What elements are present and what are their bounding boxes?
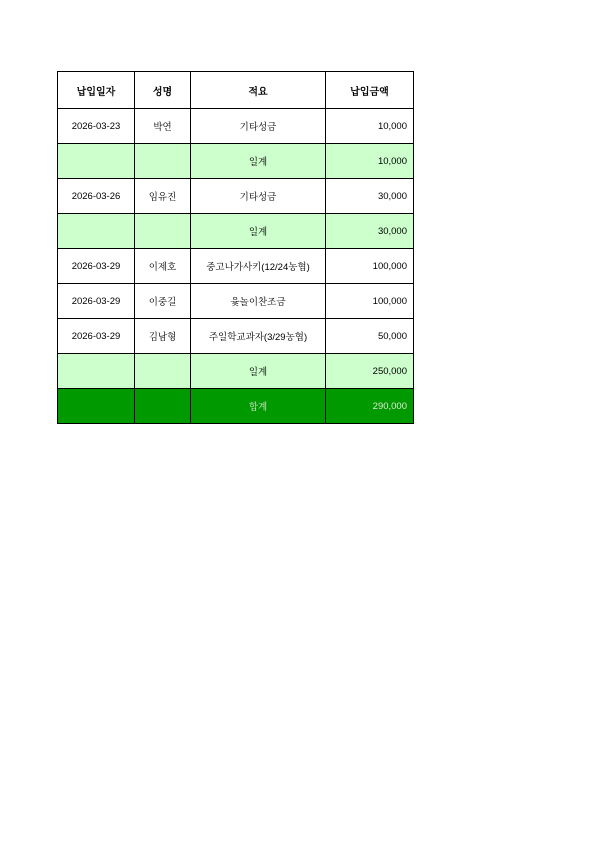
column-header-amount: 납입금액 [326, 72, 414, 109]
cell-name [135, 144, 191, 179]
table-row-subtotal [58, 354, 414, 389]
cell-desc: 윷놀이찬조금 [191, 284, 326, 319]
table-row [58, 284, 414, 319]
cell-desc: 중고나가사키(12/24농협) [191, 249, 326, 284]
cell-desc: 기타성금 [191, 109, 326, 144]
table-header [58, 72, 414, 109]
cell-desc: 일계 [191, 144, 326, 179]
cell-name: 박연 [135, 109, 191, 144]
column-header-desc: 적요 [191, 72, 326, 109]
cell-amount: 10,000 [326, 144, 414, 179]
table-row-subtotal [58, 214, 414, 249]
cell-name [135, 389, 191, 424]
cell-amount: 250,000 [326, 354, 414, 389]
cell-desc: 일계 [191, 214, 326, 249]
cell-name: 이제호 [135, 249, 191, 284]
table-row [58, 249, 414, 284]
cell-name [135, 214, 191, 249]
cell-amount: 50,000 [326, 319, 414, 354]
table-row [58, 319, 414, 354]
table-row [58, 179, 414, 214]
cell-date [58, 214, 135, 249]
cell-desc: 주일학교과자(3/29농협) [191, 319, 326, 354]
cell-name [135, 354, 191, 389]
ledger-table [57, 71, 414, 424]
cell-name: 김남형 [135, 319, 191, 354]
cell-date [58, 354, 135, 389]
cell-desc: 일계 [191, 354, 326, 389]
table-row-subtotal [58, 144, 414, 179]
cell-amount: 30,000 [326, 214, 414, 249]
column-header-name: 성명 [135, 72, 191, 109]
cell-date: 2026-03-26 [58, 179, 135, 214]
table-row [58, 109, 414, 144]
cell-date: 2026-03-29 [58, 284, 135, 319]
cell-date [58, 389, 135, 424]
cell-amount: 100,000 [326, 249, 414, 284]
cell-desc: 합계 [191, 389, 326, 424]
cell-name: 임유진 [135, 179, 191, 214]
cell-name: 이중길 [135, 284, 191, 319]
cell-amount: 10,000 [326, 109, 414, 144]
cell-date: 2026-03-29 [58, 319, 135, 354]
cell-date: 2026-03-29 [58, 249, 135, 284]
cell-date: 2026-03-23 [58, 109, 135, 144]
cell-amount: 30,000 [326, 179, 414, 214]
cell-desc: 기타성금 [191, 179, 326, 214]
column-header-date: 납입일자 [58, 72, 135, 109]
table-body [58, 109, 414, 424]
table-row-total [58, 389, 414, 424]
cell-date [58, 144, 135, 179]
cell-amount: 290,000 [326, 389, 414, 424]
ledger-table-container [57, 71, 414, 424]
cell-amount: 100,000 [326, 284, 414, 319]
header-row [58, 72, 414, 109]
